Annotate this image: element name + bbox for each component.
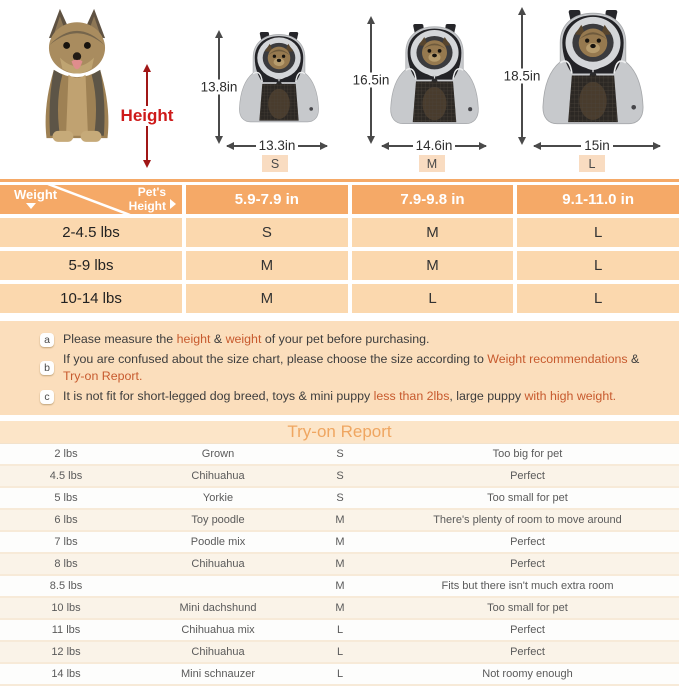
note-segment: &: [210, 332, 226, 346]
tryon-row: [0, 664, 679, 686]
backpack-s-height-dim: [200, 36, 238, 138]
tryon-breed-cell: Chihuahua: [191, 646, 245, 659]
note-marker-c: c: [40, 390, 54, 404]
tryon-breed-cell: Yorkie: [202, 492, 234, 505]
tryon-weight-cell: 6 lbs: [54, 514, 78, 527]
height-axis-right-arrow-icon: [170, 199, 176, 209]
tryon-row: [0, 620, 679, 642]
note-segment: &: [627, 352, 640, 367]
size-cell: M: [186, 251, 348, 280]
tryon-comment-cell: Perfect: [510, 624, 545, 637]
tryon-weight-cell: 4.5 lbs: [49, 470, 83, 483]
dim-line-right: [613, 145, 660, 147]
size-cell: M: [352, 251, 514, 280]
backpack-l-width-dim: [534, 138, 660, 153]
size-cell: M: [352, 218, 514, 247]
pets-height-line2: Height: [128, 198, 166, 213]
weight-row-label: 2-4.5 lbs: [0, 218, 182, 247]
tryon-comment-cell: Perfect: [510, 646, 545, 659]
pet-height-label: Height: [118, 106, 177, 126]
note-highlight: Weight recommendations: [487, 352, 628, 367]
weight-row-label: 5-9 lbs: [0, 251, 182, 280]
tryon-size-cell: S: [336, 470, 344, 483]
tryon-size-cell: M: [335, 580, 345, 593]
tryon-row: [0, 554, 679, 576]
dim-line-left: [382, 145, 413, 147]
tryon-report-title: Try-on Report: [287, 422, 392, 442]
size-cell: L: [517, 251, 679, 280]
tryon-title-band: [0, 421, 679, 443]
tryon-comment-cell: Too small for pet: [487, 602, 568, 615]
size-badge-m: M: [419, 155, 445, 172]
tryon-breed-cell: Toy poodle: [191, 514, 245, 527]
size-chart-top-border: [0, 179, 679, 182]
backpack-s-height-value: 13.8in: [198, 80, 241, 95]
tryon-breed-cell: Chihuahua: [191, 470, 245, 483]
dim-line-right: [298, 145, 327, 147]
note-highlight: with high weight.: [524, 389, 617, 404]
tryon-size-cell: L: [336, 646, 344, 659]
backpack-l-height-value: 18.5in: [501, 69, 544, 84]
weight-row-label: 10-14 lbs: [0, 284, 182, 313]
size-chart-corner-cell: [0, 185, 182, 214]
weight-axis-down-arrow-icon: [26, 203, 36, 209]
note-highlight: Try-on Report.: [63, 369, 143, 384]
note-row-b: [40, 351, 665, 385]
note-segment: If you are confused about the size chart, please choose the size according to: [63, 352, 488, 367]
tryon-comment-cell: Fits but there isn't much extra room: [441, 580, 614, 593]
note-row-c: [40, 388, 665, 405]
weight-axis-label: Weight: [14, 187, 58, 202]
tryon-weight-cell: 8.5 lbs: [49, 580, 83, 593]
dim-line-right: [455, 145, 486, 147]
note-segment: Please measure the: [63, 332, 177, 346]
size-chart-table: [0, 185, 679, 313]
tryon-weight-cell: 7 lbs: [54, 536, 78, 549]
pet-height-arrow: [120, 70, 174, 162]
backpack-s-width-value: 13.3in: [258, 138, 296, 153]
tryon-comment-cell: Not roomy enough: [482, 668, 573, 681]
note-segment: of your pet before purchasing.: [261, 332, 430, 346]
backpack-m-illustration: [388, 24, 481, 137]
tryon-weight-cell: 10 lbs: [51, 602, 81, 615]
dim-line-left: [534, 145, 581, 147]
tryon-size-cell: S: [336, 492, 344, 505]
tryon-breed-cell: [132, 576, 304, 596]
tryon-breed-cell: Grown: [201, 448, 235, 461]
column-header-height-range-1: 5.9-7.9 in: [186, 185, 348, 214]
tryon-size-cell: M: [335, 514, 345, 527]
note-segment: , large puppy: [449, 389, 525, 404]
tryon-row: [0, 642, 679, 664]
note-segment: It is not fit for short-legged dog breed, toys & mini puppy: [63, 389, 374, 404]
tryon-weight-cell: 2 lbs: [54, 448, 78, 461]
tryon-row: [0, 510, 679, 532]
note-row-a: [40, 331, 665, 348]
note-text: [63, 388, 616, 405]
tryon-row: [0, 598, 679, 620]
tryon-weight-cell: 11 lbs: [51, 624, 81, 637]
note-highlight: weight: [225, 332, 262, 346]
size-badge-s: S: [262, 155, 288, 172]
tryon-weight-cell: 14 lbs: [51, 668, 81, 681]
tryon-comment-cell: Too small for pet: [487, 492, 568, 505]
column-header-height-range-2: 7.9-9.8 in: [352, 185, 514, 214]
tryon-report-table: [0, 443, 679, 686]
tryon-size-cell: S: [336, 448, 344, 461]
tryon-size-cell: L: [336, 668, 344, 681]
notes-panel: [0, 321, 679, 415]
tryon-row: [0, 532, 679, 554]
backpack-m-height-dim: [352, 22, 390, 138]
tryon-row: [0, 444, 679, 466]
backpack-m-width-dim: [382, 138, 486, 153]
tryon-size-cell: M: [335, 536, 345, 549]
backpack-m-height-value: 16.5in: [350, 73, 393, 88]
column-header-height-range-3: 9.1-11.0 in: [517, 185, 679, 214]
note-marker-b: b: [40, 361, 54, 375]
tryon-size-cell: M: [335, 558, 345, 571]
backpack-m-width-value: 14.6in: [415, 138, 453, 153]
note-highlight: height: [176, 332, 211, 346]
tryon-breed-cell: Mini dachshund: [179, 602, 257, 615]
tryon-weight-cell: 8 lbs: [54, 558, 78, 571]
note-text: [63, 331, 429, 348]
tryon-comment-cell: Perfect: [510, 558, 545, 571]
tryon-comment-cell: Perfect: [510, 536, 545, 549]
backpack-s-illustration: [237, 32, 321, 134]
tryon-weight-cell: 12 lbs: [51, 646, 81, 659]
dim-line-left: [227, 145, 256, 147]
note-highlight: less than 2lbs: [373, 389, 450, 404]
tryon-comment-cell: Too big for pet: [492, 448, 563, 461]
note-text: [63, 351, 659, 385]
tryon-breed-cell: Mini schnauzer: [181, 668, 255, 681]
tryon-weight-cell: 5 lbs: [54, 492, 78, 505]
hero-section: [0, 0, 679, 178]
tryon-breed-cell: Poodle mix: [190, 536, 246, 549]
tryon-comment-cell: There's plenty of room to move around: [433, 514, 622, 527]
pets-height-axis-label: [129, 186, 166, 214]
backpack-l-height-dim: [503, 13, 541, 139]
tryon-comment-cell: Perfect: [510, 470, 545, 483]
yorkie-dog-photo: [16, 4, 138, 165]
note-marker-a: a: [40, 333, 54, 347]
backpack-l-illustration: [540, 10, 646, 139]
size-cell: L: [517, 284, 679, 313]
size-cell: M: [186, 284, 348, 313]
tryon-breed-cell: Chihuahua mix: [181, 624, 255, 637]
size-cell: S: [186, 218, 348, 247]
tryon-row: [0, 488, 679, 510]
tryon-row: [0, 466, 679, 488]
size-badge-l: L: [579, 155, 605, 172]
tryon-breed-cell: Chihuahua: [191, 558, 245, 571]
tryon-row: [0, 576, 679, 598]
pets-height-line1: Pet's: [137, 185, 166, 199]
size-cell: L: [352, 284, 514, 313]
backpack-l-width-value: 15in: [584, 138, 610, 153]
size-cell: L: [517, 218, 679, 247]
tryon-size-cell: M: [335, 602, 345, 615]
backpack-s-width-dim: [227, 138, 327, 153]
tryon-size-cell: L: [336, 624, 344, 637]
